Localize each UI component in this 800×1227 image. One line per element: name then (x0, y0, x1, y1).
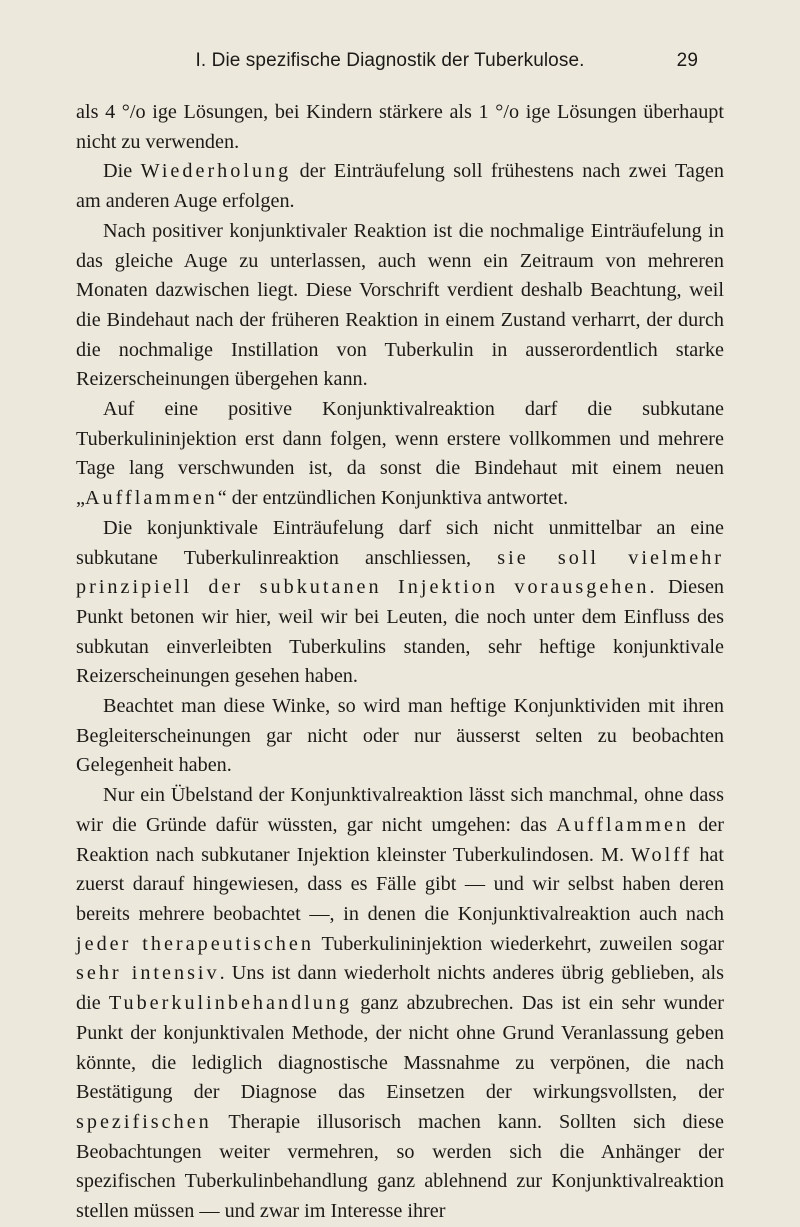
paragraph (76, 692, 724, 781)
text-segment: Nach positiver konjunktivaler Reaktion ist die nochmalige Einträufelung in das gleiche Auge zu unterlassen, auch wenn ein Zeitraum von mehreren Monaten dazwischen liegt. Diese Vorschrift verdient deshalb Beachtung, weil die Bindehaut nach der früheren Reaktion in einem Zustand verharrt, der durch die nochmalige Instillation von Tuberkulin in ausserordentlich starke Reizerscheinungen übergehen kann. (76, 219, 724, 391)
paragraph (76, 395, 724, 514)
page-header (150, 50, 698, 78)
text-segment: ganz abzubrechen. Das ist ein sehr wunder Punkt der konjunktivalen Methode, der nicht ohne Grund Veranlassung geben könnte, die lediglich diagnostische Massnahme zu verpönen, die nach Bestätigung der Diagnose das Einsetzen der wirkungsvollsten, der (76, 992, 724, 1104)
text-segment: Beachtet man diese Winke, so wird man heftige Konjunktividen mit ihren Begleiterscheinungen gar nicht oder nur äusserst selten zu beobachten Gelegenheit haben. (76, 695, 724, 777)
text-segment: Tuberkulininjektion wiederkehrt, zuweilen sogar (313, 932, 724, 955)
text-segment: Die konjunktivale Einträufelung darf sich nicht unmittelbar an eine subkutane Tuberkulinreaktion anschliessen, (76, 516, 724, 569)
text-segment: der Reaktion nach subkutaner Injektion kleinster Tuberkulindosen. M. (76, 813, 724, 866)
paragraph (76, 98, 724, 157)
paragraph (76, 514, 724, 692)
text-segment: Therapie illusorisch machen kann. Sollten sich diese Beobachtungen weiter vermehren, so werden sich die Anhänger der spezifischen Tuberkulinbehandlung ganz ablehnend zur Konjunktivalreaktion stellen müssen — und zwar im Interesse ihrer (76, 1110, 724, 1223)
body-text (76, 98, 724, 1227)
emphasized-text: jeder therapeutischen (76, 932, 314, 955)
text-segment: der Einträufelung soll frühestens nach zwei Tagen am anderen Auge erfolgen. (76, 160, 724, 213)
text-segment: Auf eine positive Konjunktivalreaktion darf die subkutane Tuberkulininjektion erst dann folgen, wenn erstere vollkommen und mehrere Tage lang verschwunden ist, da sonst die Bindehaut mit einem neuen „ (76, 398, 724, 510)
emphasized-text: sie soll vielmehr prinzipiell der subkutanen Injektion vorausgehen (76, 546, 725, 599)
emphasized-text: Aufflammen (84, 487, 218, 510)
emphasized-text: Wolff (631, 843, 693, 866)
emphasized-text: Wiederholung (140, 160, 292, 183)
running-title: I. Die spezifische Diagnostik der Tuberkulose. (195, 50, 585, 71)
paragraph (76, 217, 724, 395)
emphasized-text: sehr intensiv (76, 962, 220, 985)
emphasized-text: spezifischen (76, 1110, 212, 1133)
emphasized-text: Aufflammen (556, 813, 690, 836)
page-number: 29 (676, 50, 698, 71)
text-segment: Nur ein Übelstand der Konjunktivalreaktion lässt sich manchmal, ohne dass wir die Gründe dafür wüssten, gar nicht umgehen: das (76, 784, 724, 836)
text-segment: “ der entzündlichen Konjunktiva antwortet. (217, 487, 569, 510)
text-segment: . Diesen Punkt betonen wir hier, weil wir bei Leuten, die noch unter dem Einfluss des subkutan einverleibten Tuberkulins standen, sehr heftige konjunktivale Reizerscheinungen gesehen haben. (76, 576, 724, 688)
text-segment: hat zuerst darauf hingewiesen, dass es Fälle gibt — und wir selbst haben deren bereits mehrere beobachtet —, in denen die Konjunktivalreaktion auch nach (76, 843, 724, 925)
text-segment: als 4 °/o ige Lösungen, bei Kindern stärkere als 1 °/o ige Lösungen überhaupt nicht zu verwenden. (76, 101, 724, 153)
text-segment: . Uns ist dann wiederholt nichts anderes übrig geblieben, als die (76, 962, 724, 1015)
paragraph (76, 157, 724, 216)
text-segment: Die (103, 160, 141, 183)
paragraph (76, 781, 724, 1227)
emphasized-text: Tuberkulinbehandlung (108, 992, 353, 1015)
